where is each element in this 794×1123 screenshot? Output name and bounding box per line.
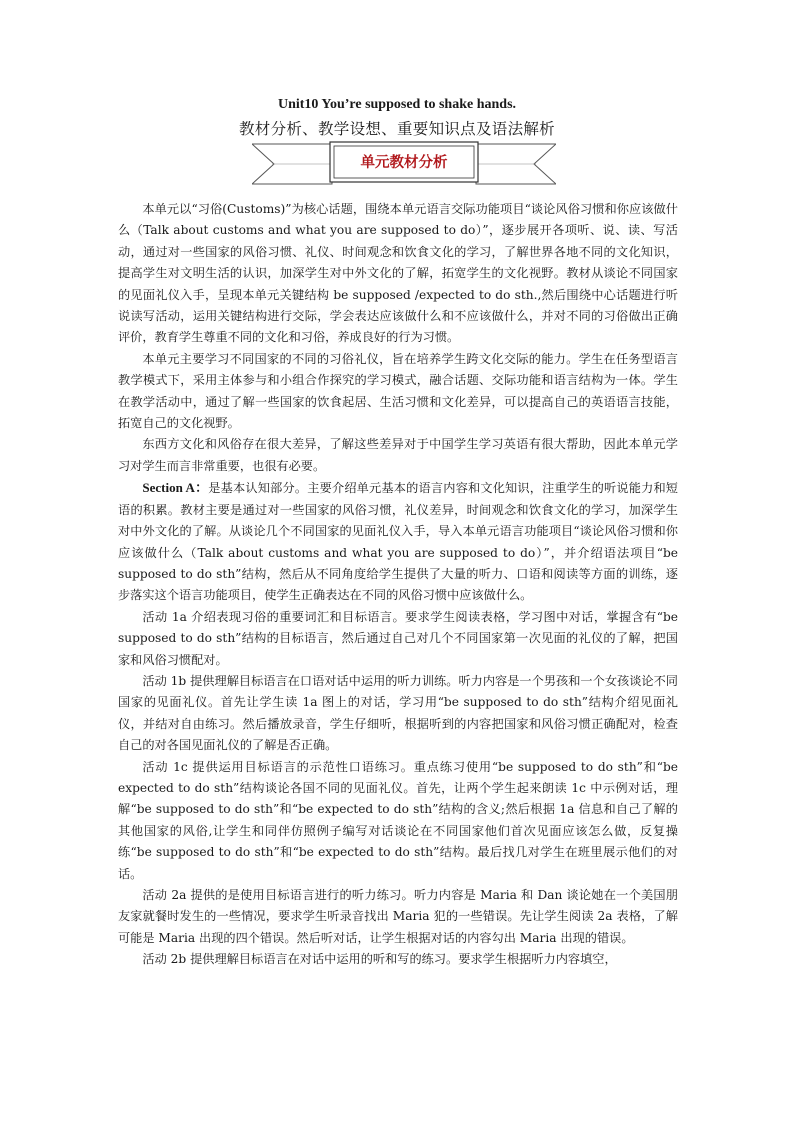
section-a-label: Section A：: [142, 480, 209, 496]
paragraph-intro: 本单元以“习俗(Customs)”为核心话题，围绕本单元语言交际功能项目“谈论风俗习惯和你应该做什么（Talk about customs and what you are supposed to do）”，逐步展开各项听、说、读、写活动，通过对一些国家的风俗习惯、礼仪、时间观念和饮食文化的学习，了解世界各地不同的文化知识，提高学生对文明生活的认识，加深学生对中外文化的了解，拓宽学生的文化视野。教材从谈论不同国家的见面礼仪入手，呈现本单元关键结构 be supposed /expected to do sth.,然后围绕中心话题进行听说读写活动，运用关键结构进行交际，学会表达应该做什么和不应该做什么，并对不同的习俗做出正确评价，教育学生尊重不同的文化和习俗，养成良好的行为习惯。: [118, 202, 678, 345]
paragraph-activity-2b: 活动 2b 提供理解目标语言在对话中运用的听和写的练习。要求学生根据听力内容填空，: [142, 952, 617, 967]
paragraph-main-study: 本单元主要学习不同国家的不同的习俗礼仪，旨在培养学生跨文化交际的能力。学生在任务型语言教学模式下，采用主体参与和小组合作探究的学习模式，融合话题、交际功能和语言结构为一体。学生在教学活动中，通过了解一些国家的饮食起居、生活习惯和文化差异，可以提高自己的英语语言技能，拓宽自己的文化视野。: [118, 351, 678, 431]
page-subtitle: 教材分析、教学设想、重要知识点及语法解析: [238, 120, 555, 138]
paragraph-activity-1a: 活动 1a 介绍表现习俗的重要词汇和目标语言。要求学生阅读表格，学习图中对话，掌握含有“be supposed to do sth”结构的目标语言，然后通过自己对几个不同国家第一次见面的礼仪的了解，把国家和风俗习惯配对。: [118, 609, 678, 667]
section-banner-title: 单元教材分析: [360, 155, 448, 171]
unit-title: Unit10 You’re supposed to shake hands.: [277, 97, 517, 112]
paragraph-culture: 东西方文化和风俗存在很大差异，了解这些差异对于中国学生学习英语有很大帮助，因此本单元学习对学生而言非常重要，也很有必要。: [118, 437, 678, 473]
body-text: [118, 199, 678, 971]
section-a-text: 是基本认知部分。主要介绍单元基本的语言内容和文化知识，注重学生的听说能力和短语的积累。教材主要是通过对一些国家的风俗习惯，礼仪差异，时间观念和饮食文化的学习，加深学生对中外文化的了解。从谈论几个不同国家的见面礼仪入手，导入本单元语言功能项目“谈论风俗习惯和你应该做什么（Talk about customs and what you are supposed to do）”，并介绍语法项目“be supposed to do sth”结构，然后从不同角度给学生提供了大量的听力、口语和阅读等方面的训练，逐步落实这个语言功能项目，使学生正确表达在不同的风俗习惯中应该做什么。: [118, 481, 678, 603]
paragraph-section-a: [118, 477, 678, 606]
paragraph-activity-1c: 活动 1c 提供运用目标语言的示范性口语练习。重点练习使用“be supposed to do sth”和“be expected to do sth”结构谈论各国不同的见面礼仪。首先，让两个学生起来朗读 1c 中示例对话，理解“be supposed to do sth”和“be expected to do sth”结构的含义;然后根据 1a 信息和自己了解的其他国家的风俗,让学生和同伴仿照例子编写对话谈论在不同国家他们首次见面应该怎么做，反复操练“be supposed to do sth”和“be expected to do sth”结构。最后找几对学生在班里展示他们的对话。: [118, 759, 678, 881]
paragraph-activity-1b: 活动 1b 提供理解目标语言在口语对话中运用的听力训练。听力内容是一个男孩和一个女孩谈论不同国家的见面礼仪。首先让学生读 1a 图上的对话，学习用“be supposed to do sth”结构介绍见面礼仪，并结对自由练习。然后播放录音，学生仔细听，根据听到的内容把国家和风俗习惯正确配对，检查自己的对各国见面礼仪的了解是否正确。: [118, 673, 678, 753]
paragraph-activity-2a: 活动 2a 提供的是使用目标语言进行的听力练习。听力内容是 Maria 和 Dan 谈论她在一个美国朋友家就餐时发生的一些情况，要求学生听录音找出 Maria 犯的一些错误。先让学生阅读 2a 表格，了解可能是 Maria 出现的四个错误。然后听对话，让学生根据对话的内容勾出 Maria 出现的错误。: [118, 888, 678, 945]
